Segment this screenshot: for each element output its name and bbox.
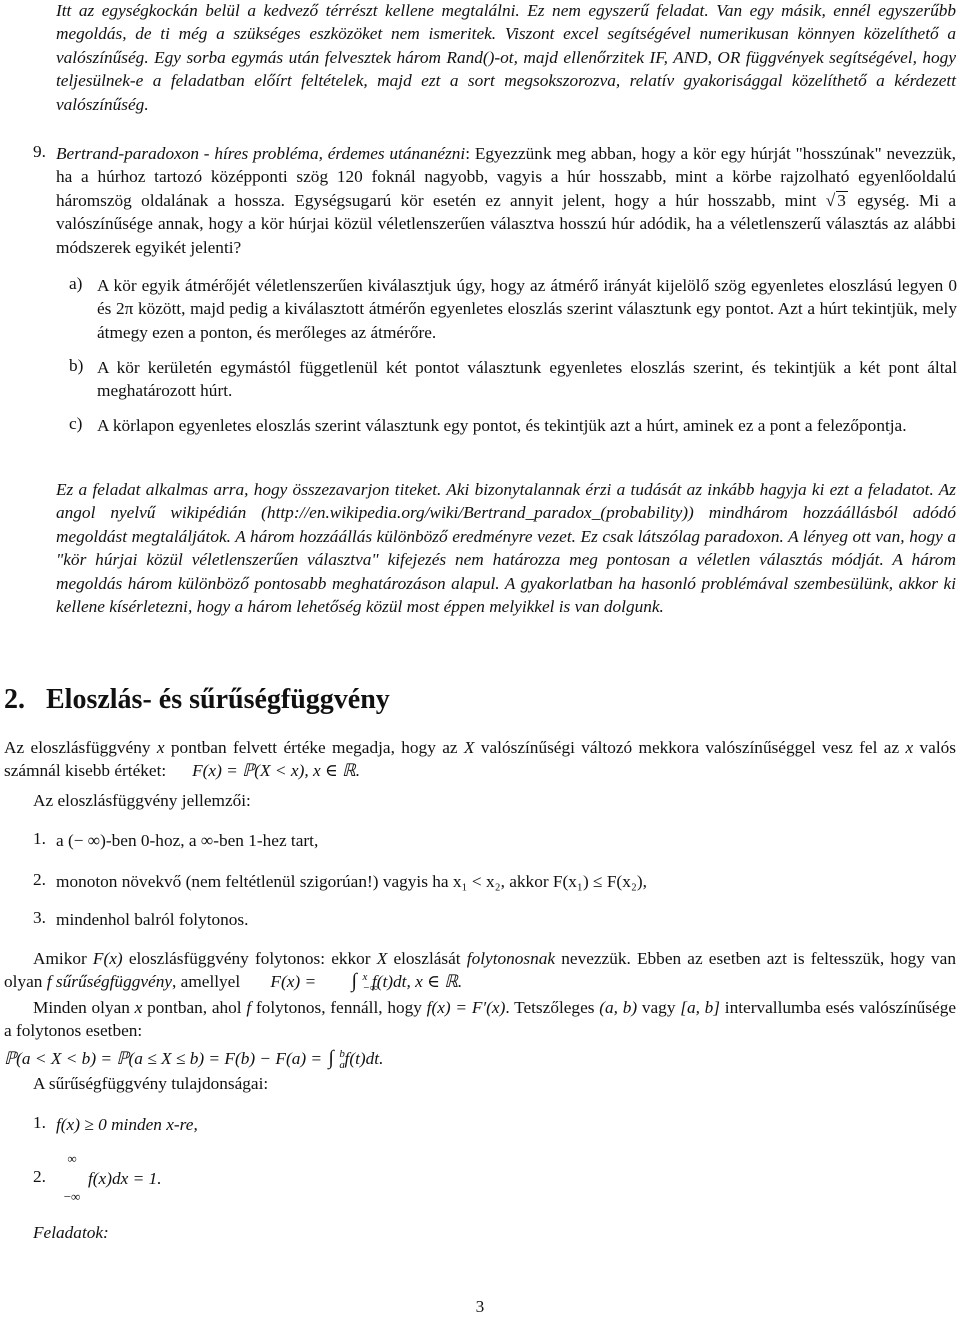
cdf-prop-3-number: 3. [33,908,46,927]
cdf-properties-title: Az eloszlásfüggvény jellemzői: [33,791,251,810]
item-c-label: c) [69,414,83,433]
sum-lower-limit: −∞ [63,1189,81,1204]
density-prop-2-number: 2. [33,1167,46,1186]
section-heading [4,684,390,716]
density-properties-title: A sűrűségfüggvény tulajdonságai: [33,1074,269,1093]
integral-sign-ab: ∫ b a [328,1047,345,1071]
density-prop-1-number: 1. [33,1113,46,1132]
problem-statement: Bertrand-paradoxon - híres probléma, érdemes utánanézni: Egyezzünk meg abban, hogy a kör egy húrját "hosszúnak" nevezzük, ha a húrhoz tartozó középponti szög 120 foknál nagyobb, vagyis a húr hosszabb, mint a körbe rajzolható egyenlőoldalú háromszög oldalának a hossza. Egységsugarú kör esetén ez annyit jelent, hogy a húr hosszabb, mint √ 3 egység. Mi a valószínűsége annak, hogy a kör húrjai közül véletlenszerűen választva hosszú húr adódik, ha a véletlenszerű választás az alábbi módszerek egyikét jelenti? [56,144,957,257]
section-title: Eloszlás- és sűrűségfüggvény [46,684,390,715]
density-prop-2: f(x)dx = 1. [88,1169,162,1188]
section-number: 2. [4,684,25,715]
problem-text-b: egység. Mi a valószínűsége annak, hogy a kör húrjai közül véletlenszerűen választva hosszú húr adódik, ha a véletlenszerű választás az alábbi módszerek egyikét jelenti? [56,190,956,257]
item-b-text: A kör kerületén egymástól függetlenül két pontot választunk egyenletes eloszlás szerint, és tekintjük a két pont által meghatározott húrt. [97,358,957,401]
density-prop-1: f(x) ≥ 0 minden x-re, [56,1115,198,1134]
cdf-definition: Az eloszlásfüggvény x pontban felvett értéke megadja, hogy az X valószínűségi változó mekkora valószínűséggel vesz fel az x valós számnál kisebb értéket: F(x) = ℙ(X < x), x ∈ ℝ. [4,738,957,781]
sum-upper-limit: ∞ [67,1151,77,1166]
cdf-prop-1-number: 1. [33,829,46,848]
problem-comment: Ez a feladat alkalmas arra, hogy összezavarjon titeket. Aki bizonytalannak érzi a tudását az inkább hagyja ki ezt a feladatot. Az angol nyelvű wikipédián (http://en.wikipedia.org/wiki/Bertrand_paradox_(probability)) mindhárom hozzáállásból adódó megoldást megtaláljátok. A három hozzáállás különböző eredményre vezet. Ez csak látszólag paradoxon. A lényeg ott van, hogy a "kör húrjai közül véletlenszerűen választva" kifejezés nem határozza meg pontosan a véletlen választás módját. A három megoldás három különböző pontosabb meghatározáson alapul. A gyakorlatban ha hasonló problémával szembesülünk, akkor ki kellene kísérletezni, hogy a három lehetőség közül most éppen melyikkel is van dolgunk. [56,480,956,617]
tasks-label: Feladatok: [33,1223,109,1242]
page-number: 3 [475,1297,485,1316]
cdf-prop-2: monoton növekvő (nem feltétlenül szigorúan!) vagyis ha x₁ < x₂, akkor F(x₁) ≤ F(x₂), [56,872,647,891]
interval-probability-formula: ℙ(a < X < b) = ℙ(a ≤ X ≤ b) = F(b) − F(a) = ∫ b a f(t)dt. [4,1047,384,1071]
item-a-text: A kör egyik átmérőjét véletlenszerűen kiválasztjuk úgy, hogy az átmérő irányát kijelölő szög egyenletes eloszlású legyen 0 és 2π között, majd pedig a kiválasztott átmérőn egyenletes eloszlás szerint választunk egy pontot. Azt a húrt tekintjük, mely átmegy ezen a ponton, és merőleges az átmérőre. [97,276,957,342]
cdf-prop-1: a (− ∞)-ben 0-hoz, a ∞-ben 1-hez tart, [56,831,319,850]
intro-paragraph: Itt az egységkockán belül a kedvező térrészt kellene megtalálni. Ez nem egyszerű feladat. Van egy másik, ennél egyszerűbb megoldás, de ti még a szükséges eszközöket nem ismeritek. Viszont excel segítségével numerikusan könnyen közelíthető a valószínűség. Egy sorba egymás után felvesztek három Rand()-ot, majd ellenőrzitek IF, AND, OR függvények segítségével, hogy teljesülnek-e a feladatban előírt feltételek, majd ezt a sort megsokszorozva, relatív gyakorisággal közelíthető a kérdezett valószínűség. [56,1,956,114]
problem-number: 9. [33,142,46,161]
cdf-formula: F(x) = ℙ(X < x), x ∈ ℝ. [192,761,361,781]
cdf-prop-3: mindenhol balról folytonos. [56,910,249,929]
cdf-prop-2-number: 2. [33,870,46,889]
item-a-label: a) [69,274,83,293]
continuous-paragraph: Amikor F(x) eloszlásfüggvény folytonos: ekkor X eloszlását folytonosnak nevezzük. Ebben az esetben azt is feltesszük, hogy van olyan f sűrűségfüggvény, amellyel F(x) = ∫ x −∞ f(t)dt, x ∈ ℝ. [4,949,956,995]
problem-title: Bertrand-paradoxon - híres probléma, érdemes utánanézni [56,144,466,163]
item-b-label: b) [69,356,84,375]
item-c-text: A körlapon egyenletes eloszlás szerint választunk egy pontot, és tekintjük azt a húrt, aminek ez a pont a felezőpontja. [97,416,907,435]
problem-text-a: : Egyezzünk meg abban, hogy a kör egy húrját "hosszúnak" nevezzük, ha a húrhoz tartozó középponti szög 120 foknál nagyobb, vagyis a húr hosszabb, mint a körbe rajzolható egyenlőoldalú háromszög oldalának a hossza. Egységsugarú kör esetén ez annyit jelent, hogy a húr hosszabb, mint [56,144,957,210]
integral-sign: ∫ x −∞ [351,970,378,995]
sqrt-value: 3 [837,190,846,210]
density-paragraph: Minden olyan x pontban, ahol f folytonos, fennáll, hogy f(x) = F′(x). Tetszőleges (a, b) vagy [a, b] intervallumba esés valószínűsége a folytonos esetben: [4,998,957,1041]
